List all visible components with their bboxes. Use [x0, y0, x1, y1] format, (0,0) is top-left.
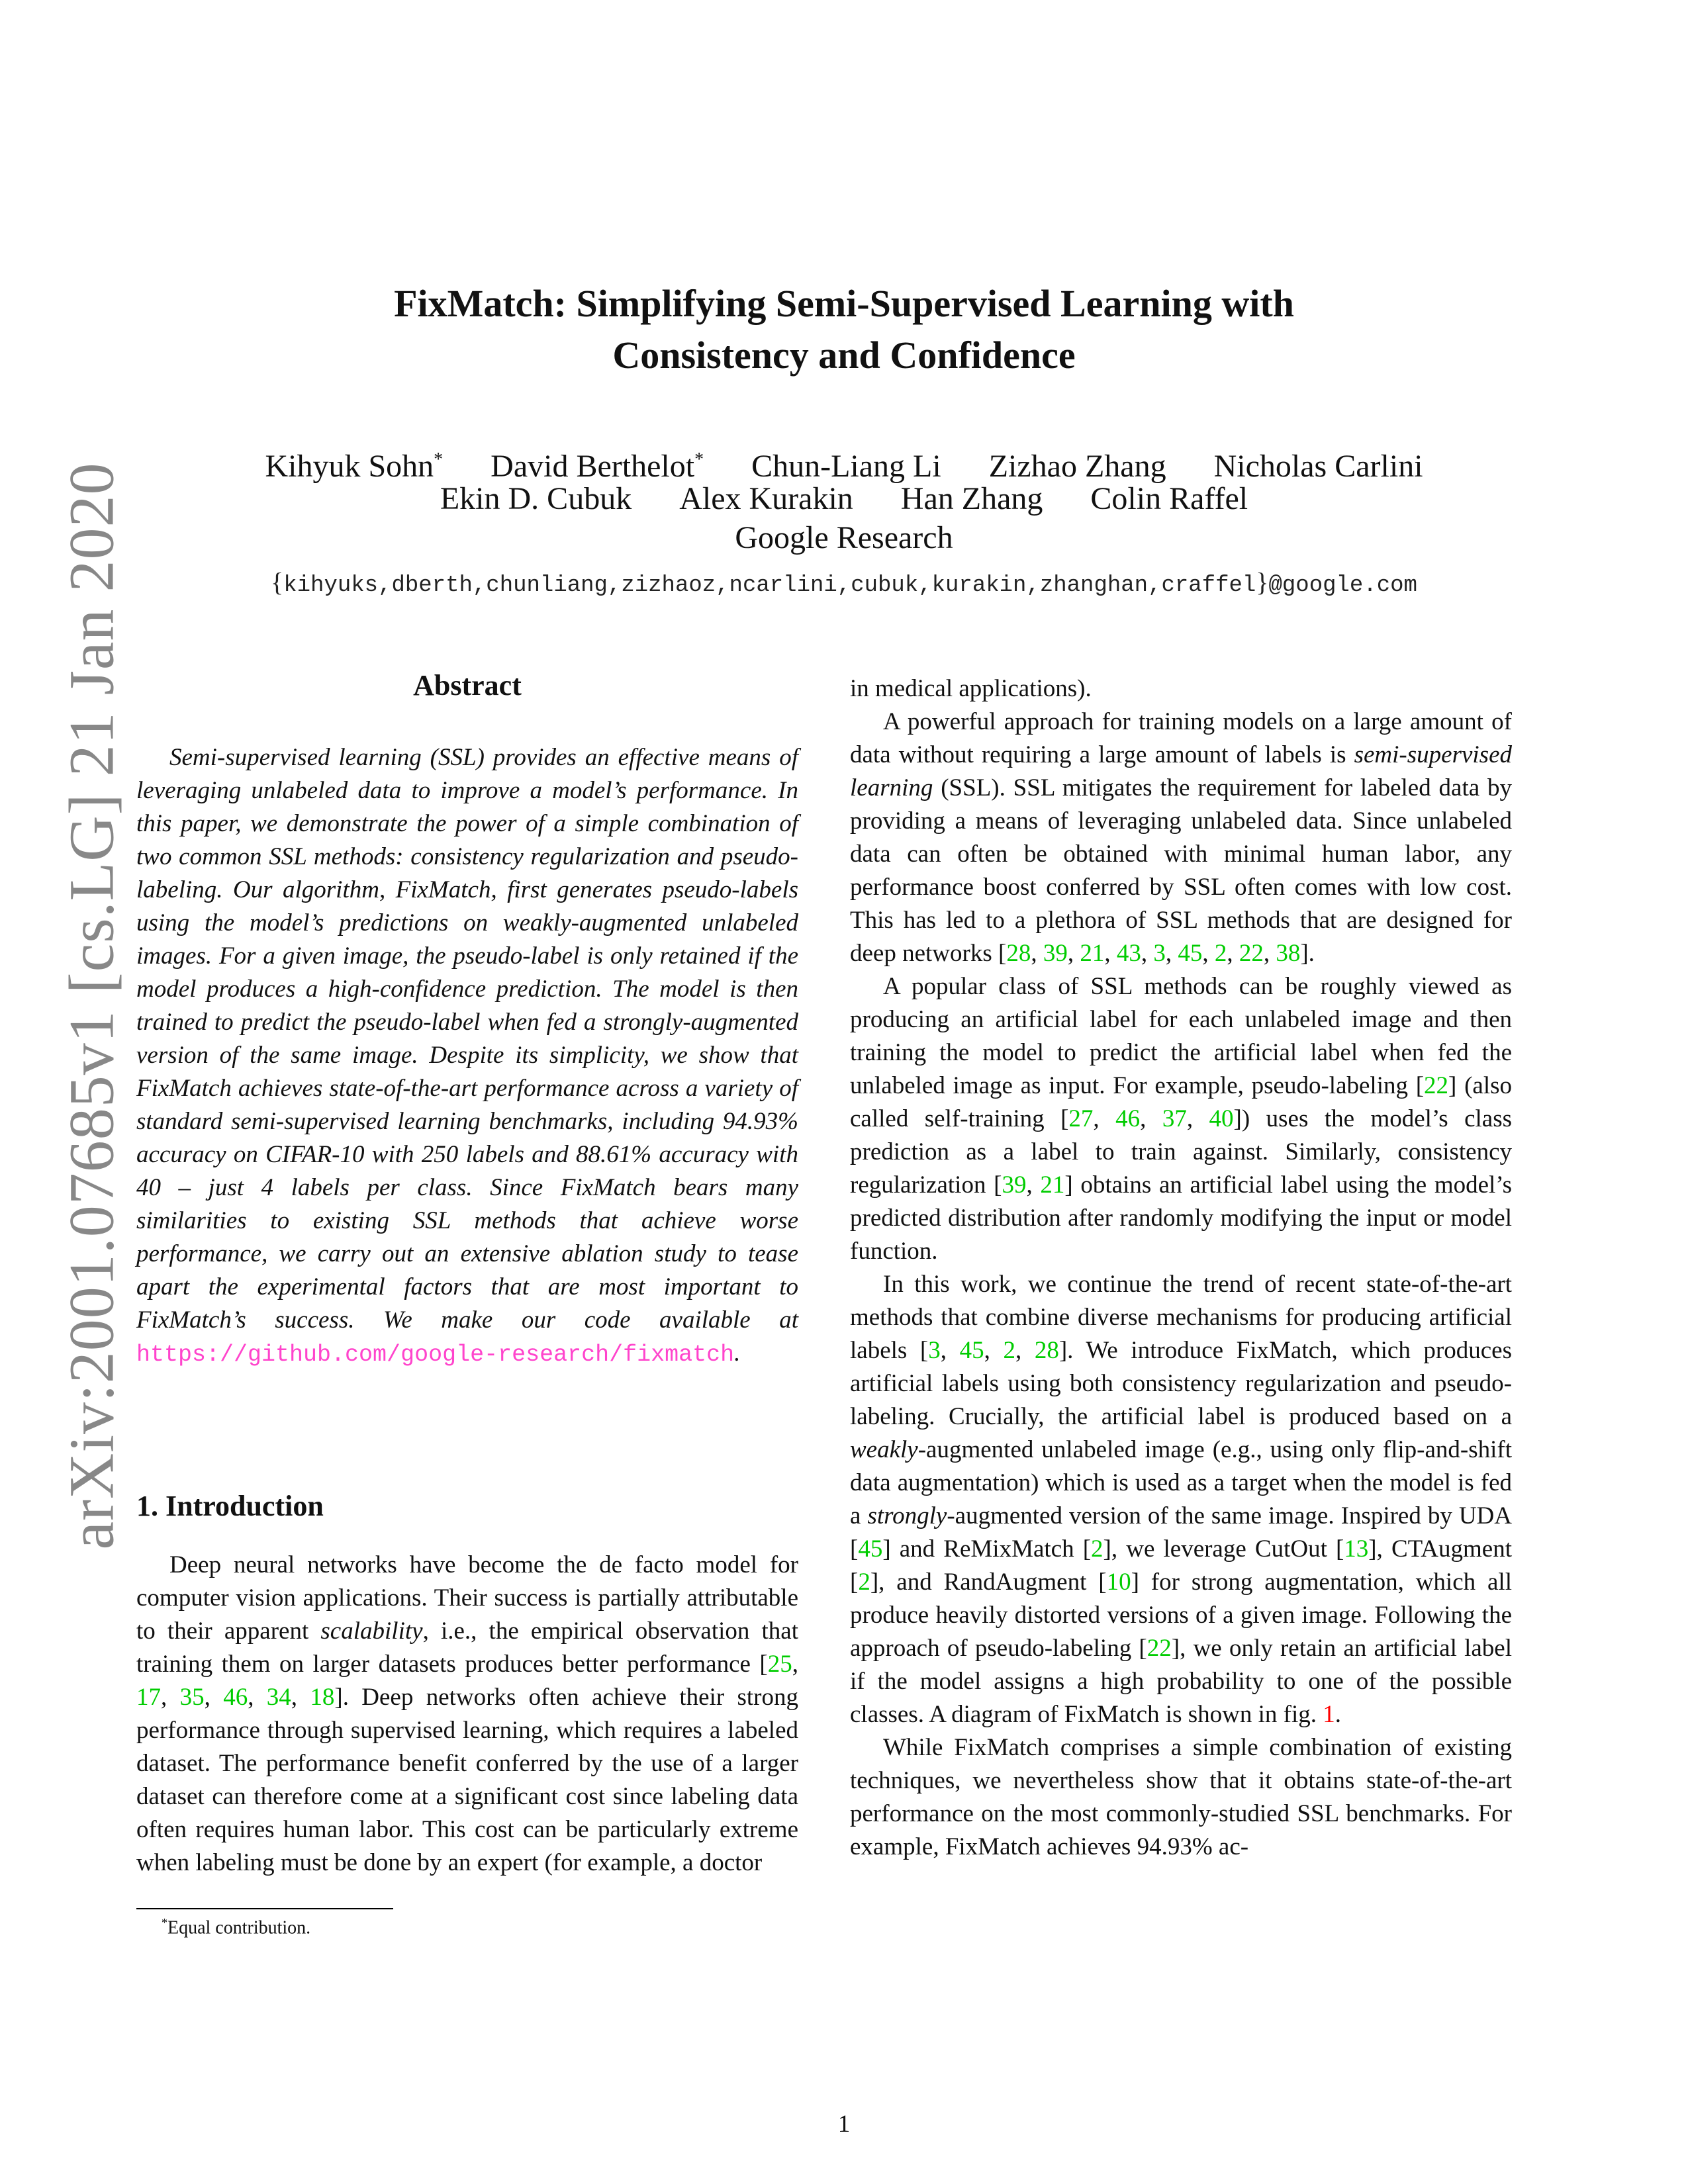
citation-link[interactable]: 2 [1091, 1535, 1103, 1563]
author: Chun-Liang Li [751, 449, 941, 484]
citation-link[interactable]: 2 [1214, 940, 1227, 967]
figure-reference-link[interactable]: 1 [1323, 1701, 1335, 1728]
citation-link[interactable]: 28 [1006, 940, 1031, 967]
abstract-text: Semi-supervised learning (SSL) provides an effective means of leveraging unlabeled data to improve a model’s performance. In this paper, we demonstrate the power of a simple combination of two common SSL methods: consistency regularization and pseudo-labeling. Our algorithm, FixMatch, first generates pseudo-labels using the model’s predictions on weakly-augmented unlabeled images. For a given image, the pseudo-label is only retained if the model produces a high-confidence prediction. The model is then trained to predict the pseudo-label when fed a strongly-augmented version of the same image. Despite its simplicity, we show that FixMatch achieves state-of-the-art performance across a variety of standard semi-supervised learning benchmarks, including 94.93% accuracy on CIFAR-10 with 250 labels and 88.61% accuracy with 40 – just 4 labels per class. Since FixMatch bears many similarities to existing SSL methods that achieve worse performance, we carry out an extensive ablation study to tease apart the experimental factors that are most important to FixMatch’s success. We make our code available at https://github.com/google-research/fixmatch. [136, 744, 798, 1368]
citation-link[interactable]: 18 [310, 1684, 335, 1711]
author: Zizhao Zhang [988, 449, 1166, 484]
code-link[interactable]: https://github.com/google-research/fixmatch [136, 1342, 735, 1368]
paper-title [0, 278, 1688, 381]
author: Nicholas Carlini [1213, 449, 1423, 484]
citation-link[interactable]: 3 [1153, 940, 1166, 967]
citation-link[interactable]: 10 [1106, 1569, 1131, 1596]
citation-link[interactable]: 27 [1068, 1105, 1094, 1132]
footnote-divider [136, 1908, 393, 1909]
citation-link[interactable]: 28 [1034, 1337, 1059, 1364]
citation-link[interactable]: 3 [928, 1337, 941, 1364]
author: Colin Raffel [1090, 481, 1248, 516]
citation-link[interactable]: 22 [1147, 1635, 1172, 1662]
citation-link[interactable]: 22 [1424, 1072, 1449, 1099]
citation-link[interactable]: 13 [1344, 1535, 1369, 1563]
citation-link[interactable]: 17 [136, 1684, 161, 1711]
citation-link[interactable]: 21 [1080, 940, 1105, 967]
intro-paragraph-5: While FixMatch comprises a simple combination of existing techniques, we nevertheless show that it obtains state-of-the-art performance on the most commonly-studied SSL benchmarks. For example, FixMatch achieves 94.93% ac- [850, 1734, 1512, 1860]
footnote: *Equal contribution. [162, 1916, 311, 1938]
citation-link[interactable]: 22 [1239, 940, 1264, 967]
author: Han Zhang [900, 481, 1043, 516]
citation-link[interactable]: 2 [1003, 1337, 1015, 1364]
page-number: 1 [837, 2111, 851, 2138]
intro-paragraph-1-continued: in medical applications). [850, 675, 1092, 702]
affiliation: Google Research [735, 520, 953, 555]
author-emails[interactable]: {kihyuks,dberth,chunliang,zizhaoz,ncarlini,cubuk,kurakin,zhanghan,craffel}@google.com [271, 567, 1417, 598]
citation-link[interactable]: 40 [1209, 1105, 1234, 1132]
citation-link[interactable]: 43 [1116, 940, 1141, 967]
intro-paragraph-1: Deep neural networks have become the de facto model for computer vision applications. Their success is partially attributable to their apparent scalability, i.e., the empirical observation that training them on larger datasets produces better performance [25, 17, 35, 46, 34, 18]. Deep networks often achieve their strong performance through supervised learning, which requires a labeled dataset. The performance benefit conferred by the use of a larger dataset can therefore come at a significant cost since labeling data often requires human labor. This cost can be particularly extreme when labeling must be done by an expert (for example, a doctor [136, 1551, 799, 1876]
arxiv-identifier: arXiv:2001.07685v1 [cs.LG] 21 Jan 2020 [56, 462, 127, 1550]
citation-link[interactable]: 46 [1115, 1105, 1141, 1132]
intro-right-column [850, 672, 1512, 1864]
citation-link[interactable]: 25 [767, 1651, 792, 1678]
citation-link[interactable]: 35 [179, 1684, 205, 1711]
intro-paragraph-3: A popular class of SSL methods can be roughly viewed as producing an artificial label for each unlabeled image and then training the model to predict the artificial label when fed the unlabeled image as input. For example, pseudo-labeling [22] (also called self-training [27, 46, 37, 40]) uses the model’s class prediction as a label to train against. Similarly, consistency regularization [39, 21] obtains an artificial label using the model’s predicted distribution after randomly modifying the input or model function. [850, 973, 1513, 1265]
section-heading-introduction: 1. Introduction [136, 1490, 324, 1522]
intro-paragraph-4: In this work, we continue the trend of recent state-of-the-art methods that combine diverse mechanisms for producing artificial labels [3, 45, 2, 28]. We introduce FixMatch, which produces artificial labels using both consistency regularization and pseudo-labeling. Crucially, the artificial label is produced based on a weakly-augmented unlabeled image (e.g., using only flip-and-shift data augmentation) which is used as a target when the model is fed a strongly-augmented version of the same image. Inspired by UDA [45] and ReMixMatch [2], we leverage CutOut [13], CTAugment [2], and RandAugment [10] for strong augmentation, which all produce heavily distorted versions of a given image. Following the approach of pseudo-labeling [22], we only retain an artificial label if the model assigns a high probability to one of the possible classes. A diagram of FixMatch is shown in fig. 1. [850, 1271, 1513, 1728]
author: Ekin D. Cubuk [440, 481, 632, 516]
citation-link[interactable]: 45 [1178, 940, 1203, 967]
citation-link[interactable]: 37 [1162, 1105, 1187, 1132]
citation-link[interactable]: 39 [1002, 1171, 1027, 1199]
citation-link[interactable]: 21 [1040, 1171, 1065, 1199]
citation-link[interactable]: 38 [1276, 940, 1301, 967]
abstract-heading: Abstract [413, 669, 522, 702]
intro-paragraph-2: A powerful approach for training models on a large amount of data without requiring a large amount of labels is semi-supervised learning (SSL). SSL mitigates the requirement for labeled data by providing a means of leveraging unlabeled data. Since unlabeled data can often be obtained with minimal human labor, any performance boost conferred by SSL often comes with low cost. This has led to a plethora of SSL methods that are designed for deep networks [28, 39, 21, 43, 3, 45, 2, 22, 38]. [850, 708, 1512, 967]
citation-link[interactable]: 45 [858, 1535, 883, 1563]
citation-link[interactable]: 46 [223, 1684, 248, 1711]
title-line-2: Consistency and Confidence [612, 334, 1076, 377]
title-line-1: FixMatch: Simplifying Semi-Supervised Learning with [394, 282, 1294, 325]
author: Kihyuk Sohn* [265, 449, 444, 484]
author-row-2 [0, 479, 1688, 519]
citation-link[interactable]: 45 [959, 1337, 984, 1364]
citation-link[interactable]: 2 [858, 1569, 870, 1596]
citation-link[interactable]: 34 [266, 1684, 291, 1711]
author: David Berthelot* [491, 449, 704, 484]
author: Alex Kurakin [679, 481, 853, 516]
citation-link[interactable]: 39 [1043, 940, 1068, 967]
